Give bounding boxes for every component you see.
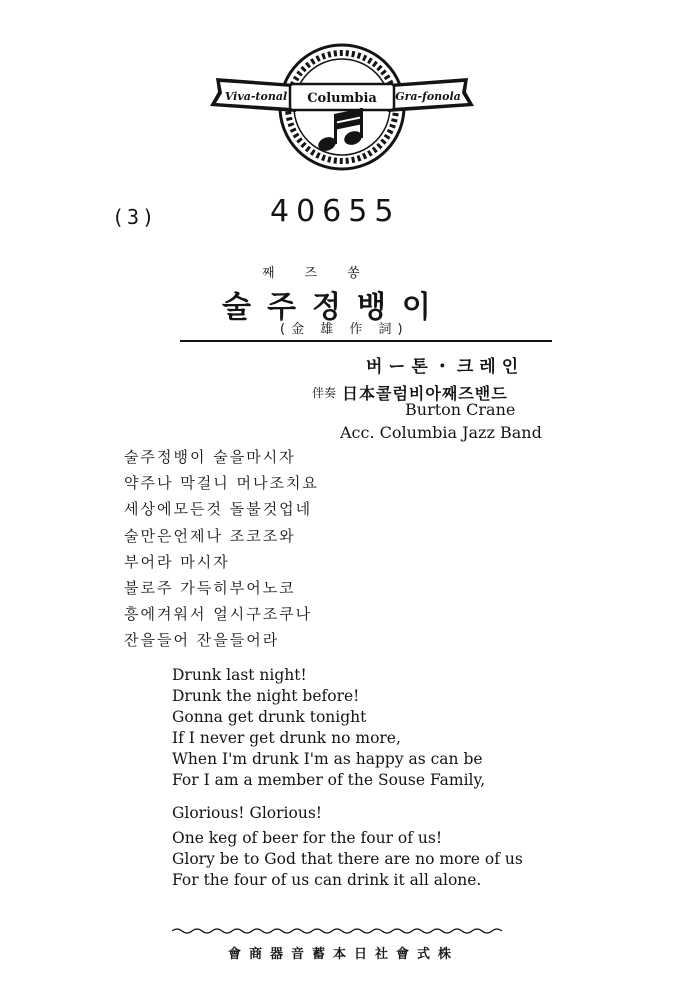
genre-label: 째즈쏭 <box>262 266 390 281</box>
english-lyric-line: When I'm drunk I'm as happy as can be <box>172 750 483 768</box>
korean-lyric-line: 부어라 마시자 <box>124 552 230 571</box>
accompaniment-english: Acc. Columbia Jazz Band <box>340 423 542 442</box>
logo-right-text: Gra-fonola <box>395 90 461 103</box>
korean-lyric-line: 잔을들어 잔을들어라 <box>124 631 280 650</box>
company-name: 會商器音蓄本日社會式株 <box>228 947 460 962</box>
english-lyric-line: Glory be to God that there are no more of us <box>172 850 523 868</box>
english-lyric-line: Drunk last night! <box>172 666 307 684</box>
record-side: (3) <box>112 205 158 229</box>
accompaniment-band-korean: 日本콜럼비아째즈밴드 <box>342 384 508 403</box>
singer-english: Burton Crane <box>405 400 516 419</box>
logo-center-text: Columbia <box>307 91 377 106</box>
english-lyric-line: Gonna get drunk tonight <box>172 708 367 726</box>
korean-lyric-line: 세상에모든것 돌불것업네 <box>124 500 313 519</box>
english-verse-2 <box>172 803 322 824</box>
columbia-logo <box>206 40 476 175</box>
english-lyric-line: If I never get drunk no more, <box>172 729 401 747</box>
english-lyric-line: For the four of us can drink it all alone. <box>172 871 482 889</box>
english-verse-3 <box>172 828 523 891</box>
english-verse-1 <box>172 665 485 791</box>
korean-lyric-line: 흥에겨워서 얼시구조쿠나 <box>124 605 313 624</box>
accompaniment-label: 伴奏 <box>312 386 337 400</box>
korean-lyrics <box>124 444 319 654</box>
footer-wavy-divider <box>172 920 502 939</box>
catalog-number: 40655 <box>270 194 401 229</box>
korean-lyric-line: 술주정뱅이 술을마시자 <box>124 448 296 466</box>
english-lyric-line: Drunk the night before! <box>172 687 360 705</box>
song-title: 술주정뱅이 <box>222 290 447 325</box>
korean-lyric-line: 불로주 가득히부어노코 <box>124 578 296 597</box>
lyricist-credit: (金 雄 作 詞) <box>280 322 409 337</box>
english-lyric-line: One keg of beer for the four of us! <box>172 829 443 847</box>
singer-korean: 버ー톤・크레인 <box>366 357 525 377</box>
english-lyric-line: Glorious! Glorious! <box>172 804 322 822</box>
korean-lyric-line: 약주나 막걸니 머나조치요 <box>124 474 319 493</box>
english-lyric-line: For I am a member of the Souse Family, <box>172 771 486 789</box>
korean-lyric-line: 술만은언제나 조코조와 <box>124 526 296 545</box>
title-divider <box>180 340 552 342</box>
logo-left-text: Viva-tonal <box>224 90 288 103</box>
